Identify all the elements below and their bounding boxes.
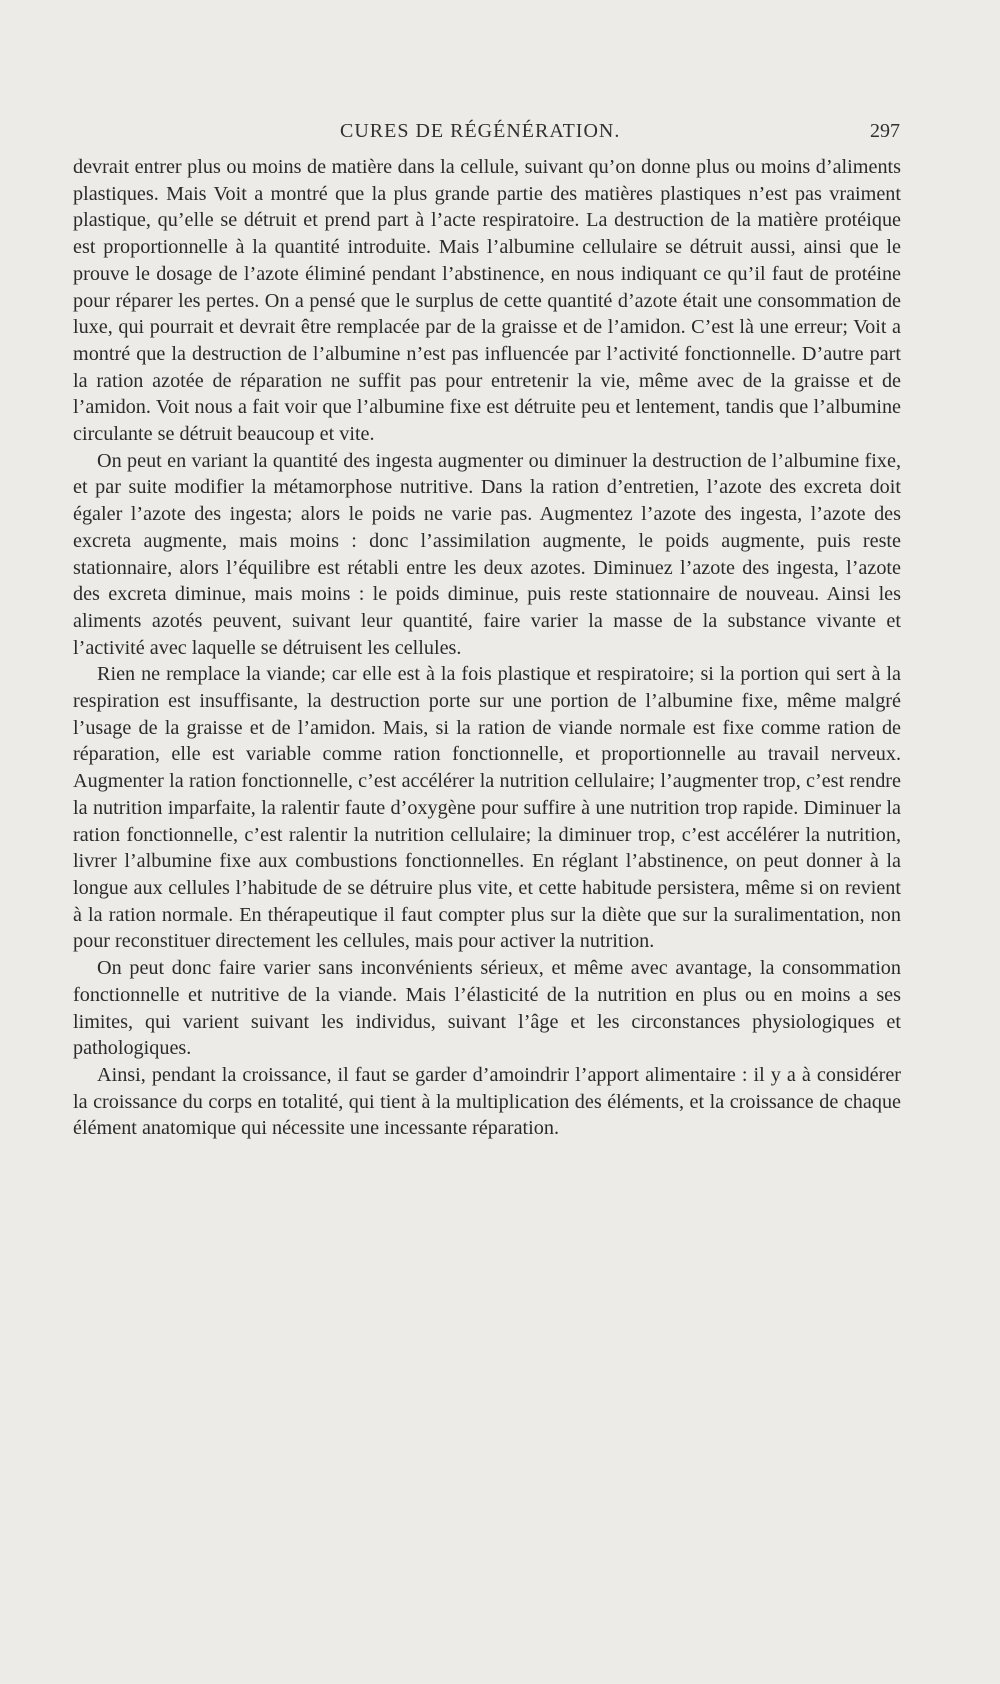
running-head: CURES DE RÉGÉNÉRATION.: [340, 120, 621, 142]
page-number: 297: [870, 120, 900, 142]
paragraph: Ainsi, pendant la croissance, il faut se garder d’amoindrir l’apport alimentaire : il y a à considérer la croissance du corps en totalité, qui tient à la multiplication des éléments, et la croissance de chaque élément anatomique qui nécessite une incessante réparation.: [73, 1063, 901, 1140]
paragraph: Rien ne remplace la viande; car elle est à la fois plastique et respiratoire; si la portion qui sert à la respiration est insuffisante, la destruction porte sur une portion de l’albumine fixe, même malgré l’usage de la graisse et de l’amidon. Mais, si la ration de viande normale est fixe comme ration de réparation, elle est variable comme ration fonctionnelle, et proportionnelle au travail nerveux. Augmenter la ration fonctionnelle, c’est accélérer la nutrition cellulaire; l’augmenter trop, c’est rendre la nutrition imparfaite, la ralentir faute d’oxygène pour suffire à une nutrition trop rapide. Diminuer la ration fonctionnelle, c’est ralentir la nutrition cellulaire; la diminuer trop, c’est accélérer la nutrition, livrer l’albumine fixe aux combustions fonctionnelles. En réglant l’abstinence, on peut donner à la longue aux cellules l’habitude de se détruire plus vite, et cette habitude persistera, même si on revient à la ration normale. En thérapeutique il faut compter plus sur la diète que sur la suralimentation, non pour reconstituer directement les cellules, mais pour activer la nutrition.: [73, 663, 901, 953]
paragraph: On peut donc faire varier sans inconvénients sérieux, et même avec avantage, la consommation fonctionnelle et nutritive de la viande. Mais l’élasticité de la nutrition en plus ou en moins a ses limites, qui varient suivant les individus, suivant l’âge et les circonstances physiologiques et pathologiques.: [73, 957, 901, 1060]
paragraph-continued: devrait entrer plus ou moins de matière dans la cellule, suivant qu’on donne plus ou moins d’aliments plastiques. Mais Voit a montré que la plus grande partie des matières plastiques n’est pas vraiment plastique, qu’elle se détruit et prend part à l’acte respiratoire. La destruction de la matière protéique est proportionnelle à la quantité introduite. Mais l’albumine cellulaire se détruit aussi, ainsi que le prouve le dosage de l’azote éliminé pendant l’abstinence, en nous indiquant ce qu’il faut de protéine pour réparer les pertes. On a pensé que le surplus de cette quantité d’azote était une consommation de luxe, qui pourrait et devrait être remplacée par de la graisse et de l’amidon. C’est là une erreur; Voit a montré que la destruction de l’albumine n’est pas influencée par l’activité fonctionnelle. D’autre part la ration azotée de réparation ne suffit pas pour entretenir la vie, même avec de la graisse et de l’amidon. Voit nous a fait voir que l’albumine fixe est détruite peu et lentement, tandis que l’albumine circulante se détruit beaucoup et vite.: [73, 156, 901, 446]
paragraph: On peut en variant la quantité des ingesta augmenter ou diminuer la destruction de l’albumine fixe, et par suite modifier la métamorphose nutritive. Dans la ration d’entretien, l’azote des excreta doit égaler l’azote des ingesta; alors le poids ne varie pas. Augmentez l’azote des ingesta, l’azote des excreta augmente, mais moins : donc l’assimilation augmente, le poids augmente, puis reste stationnaire, alors l’équilibre est rétabli entre les deux azotes. Diminuez l’azote des ingesta, l’azote des excreta diminue, mais moins : le poids diminue, puis reste stationnaire de nouveau. Ainsi les aliments azotés peuvent, suivant leur quantité, faire varier la masse de la substance vivante et l’activité avec laquelle se détruisent les cellules.: [73, 449, 901, 659]
page-header: [75, 120, 900, 148]
body-text: [73, 154, 901, 1142]
